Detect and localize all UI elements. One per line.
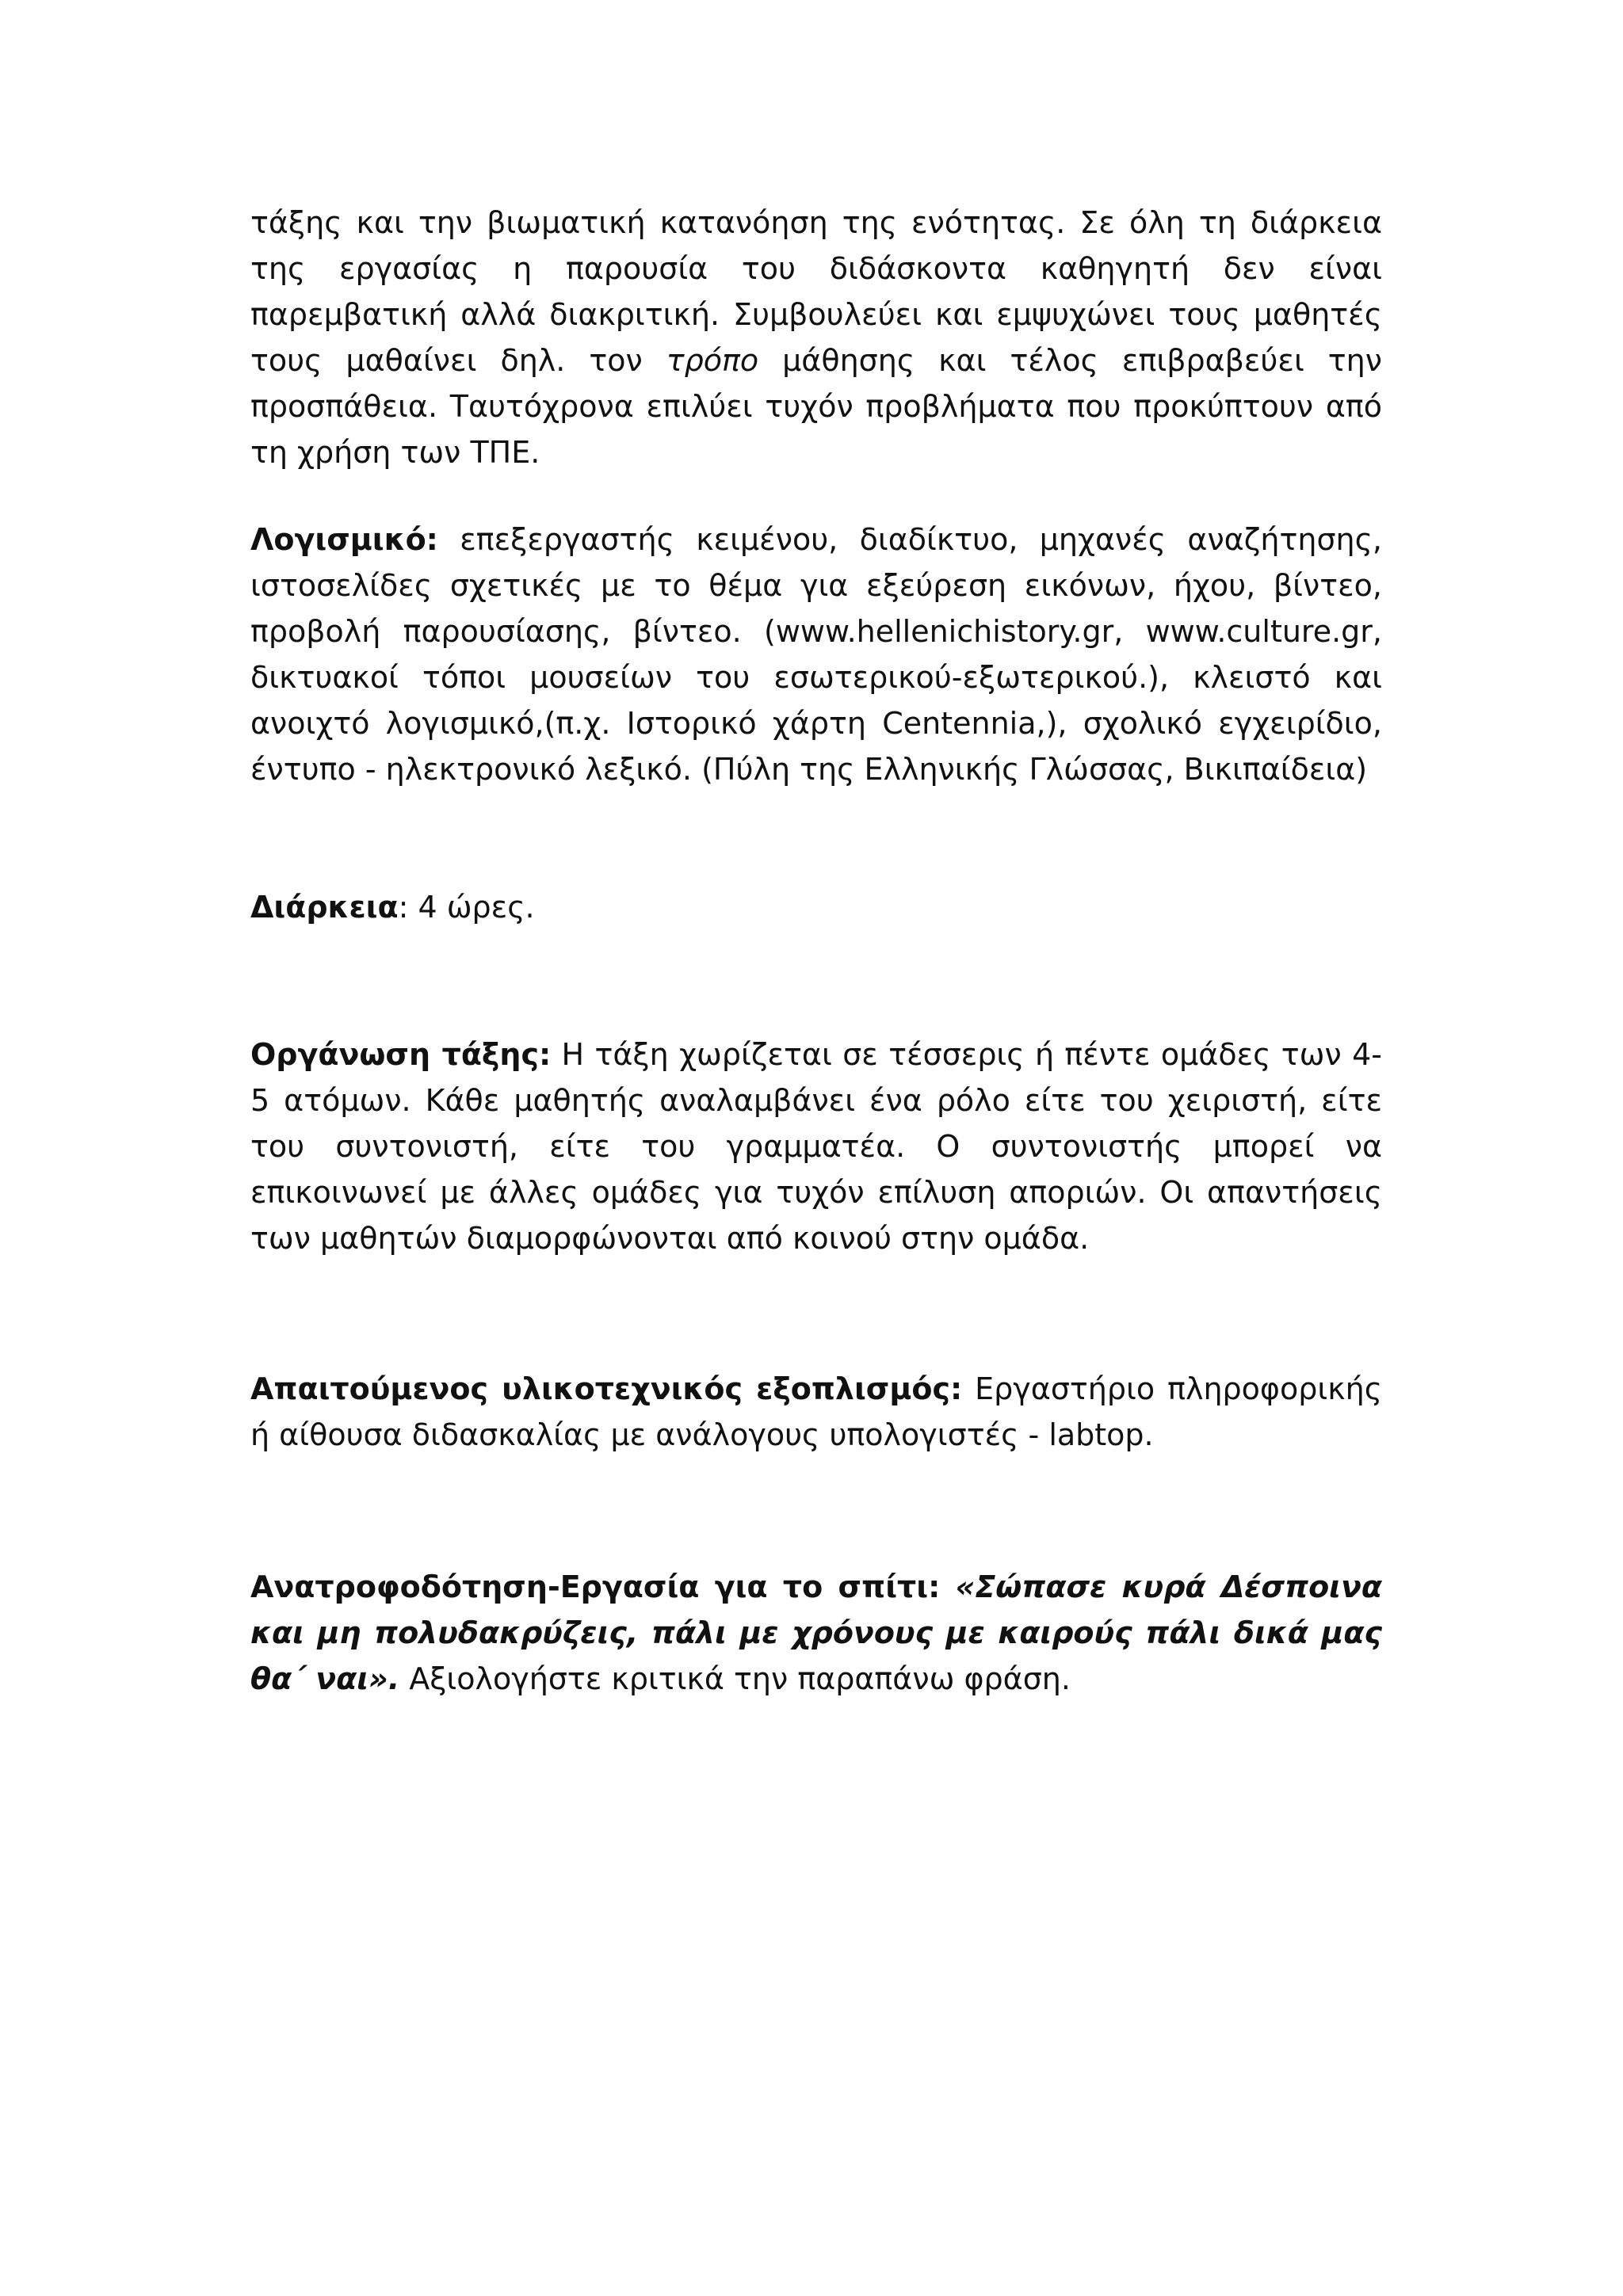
intro-emphasis: τρόπο [666, 343, 759, 378]
duration-paragraph [250, 884, 1382, 930]
feedback-label: Ανατροφοδότηση-Εργασία για το σπίτι: [250, 1569, 941, 1604]
software-paragraph [250, 517, 1382, 792]
software-label: Λογισμικό: [250, 522, 438, 557]
duration-label: Διάρκεια [250, 890, 399, 925]
duration-text: : 4 ώρες. [398, 890, 535, 925]
intro-text-part2: μάθησης και τέλος επιβραβεύει την προσπάθεια. Ταυτόχρονα επιλύει τυχόν προβλήματα που προκύπτουν από τη χρήση των ΤΠΕ. [250, 343, 1382, 470]
intro-text-part1: τάξης και την βιωματική κατανόηση της ενότητας. Σε όλη τη διάρκεια της εργασίας η παρουσία του διδάσκοντα καθηγητή δεν είναι παρεμβατική αλλά διακριτική. Συμβουλεύει και εμψυχώνει τους μαθητές τους μαθαίνει δηλ. τον [250, 205, 1382, 378]
equipment-text: Εργαστήριο πληροφορικής ή αίθουσα διδασκαλίας με ανάλογους υπολογιστές - labtop. [250, 1371, 1382, 1452]
organization-label: Οργάνωση τάξης: [250, 1037, 552, 1072]
intro-paragraph [250, 200, 1382, 475]
organization-text: Η τάξη χωρίζεται σε τέσσερις ή πέντε ομάδες των 4-5 ατόμων. Κάθε μαθητής αναλαμβάνει ένα ρόλο είτε του χειριστή, είτε του συντονιστή, είτε του γραμματέα. Ο συντονιστής μπορεί να επικοινωνεί με άλλες ομάδες για τυχόν επίλυση αποριών. Οι απαντήσεις των μαθητών διαμορφώνονται από κοινού στην ομάδα. [250, 1037, 1382, 1256]
equipment-label: Απαιτούμενος υλικοτεχνικός εξοπλισμός: [250, 1371, 963, 1406]
feedback-quote: «Σώπασε κυρά Δέσποινα και μη πολυδακρύζεις, πάλι με χρόνους με καιρούς πάλι δικά μας θα΄ ναι». [250, 1569, 1382, 1696]
feedback-text: Αξιολογήστε κριτικά την παραπάνω φράση. [399, 1661, 1071, 1696]
equipment-paragraph [250, 1366, 1382, 1458]
software-text: επεξεργαστής κειμένου, διαδίκτυο, μηχανές αναζήτησης, ιστοσελίδες σχετικές με το θέμα για εξεύρεση εικόνων, ήχου, βίντεο, προβολή παρουσίασης, βίντεο. (www.hellenichistory.gr, www.culture.gr, δικτυακοί τόποι μουσείων του εσωτερικού-εξωτερικού.), κλειστό και ανοιχτό λογισμικό,(π.χ. Ιστορικό χάρτη Centennia,), σχολικό εγχειρίδιο, έντυπο - ηλεκτρονικό λεξικό. (Πύλη της Ελληνικής Γλώσσας, Βικιπαίδεια) [250, 522, 1382, 787]
feedback-paragraph [250, 1564, 1382, 1702]
organization-paragraph [250, 1032, 1382, 1261]
